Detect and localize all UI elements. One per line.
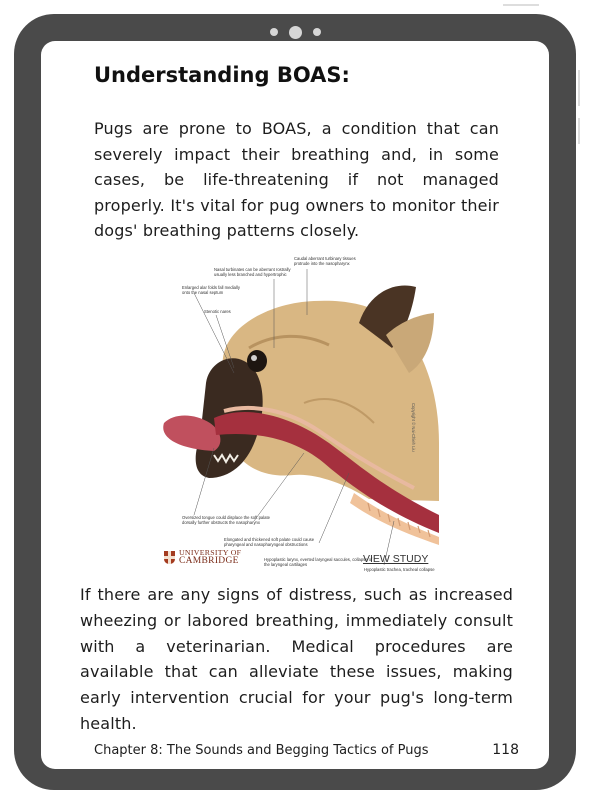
chapter-title: Chapter 8: The Sounds and Begging Tactics of Pugs	[94, 743, 429, 758]
label-larynx: Hypoplastic larynx, everted laryngeal saccules, collapse of the laryngeal cartilages	[264, 557, 373, 567]
page-title: Understanding BOAS:	[94, 63, 350, 87]
label-nasal-turbinates: Nasal turbinates can be aberrant rostrally usually less branched and hypertrophic	[214, 267, 291, 277]
label-stenotic-nares: Stenotic nares	[204, 309, 231, 314]
university-line-2: CAMBRIDGE	[179, 555, 239, 566]
pug-eye	[247, 350, 267, 372]
top-edge-line	[503, 4, 539, 6]
cambridge-shield-icon	[164, 551, 175, 564]
camera-dots	[14, 22, 576, 42]
page-footer	[94, 742, 519, 758]
sensor-dot	[313, 28, 321, 36]
paragraph-advice: If there are any signs of distress, such as increased wheezing or labored breathing, immediately consult with a veterinarian. Medical procedures are available that can alleviate these issues, making early intervention crucial for your pug's long-term health.	[80, 585, 513, 733]
pug-anatomy-illustration	[154, 253, 439, 573]
label-alar-folds: Enlarged alar folds fall medially onto the nasal septum	[182, 285, 240, 295]
sensor-dot	[270, 28, 278, 36]
label-trachea: Hypoplastic trachea, tracheal collapse	[364, 567, 435, 572]
cambridge-logo	[164, 549, 241, 566]
ebook-page	[41, 41, 549, 769]
label-tongue: Oversized tongue could displace the soft palate dorsally further obstructs the nasopharynx	[182, 515, 270, 525]
right-edge-line	[578, 118, 580, 144]
tablet-frame	[14, 14, 576, 790]
camera-icon	[289, 26, 302, 39]
boas-anatomy-figure	[154, 253, 439, 573]
copyright-note: Copyright © Nai-Chieh Liu	[411, 403, 416, 452]
label-soft-palate: Elongated and thickened soft palate could cause pharyngeal and nasopharyngeal obstructions	[224, 537, 315, 547]
page-number: 118	[492, 742, 519, 758]
view-study-link[interactable]: VIEW STUDY	[363, 553, 429, 565]
label-caudal-turbinates: Caudal aberrant turbinary tissues protrude into the nasopharynx	[294, 256, 356, 266]
university-line-1: UNIVERSITY OF	[179, 548, 242, 557]
right-edge-line	[578, 70, 580, 106]
paragraph-intro: Pugs are prone to BOAS, a condition that can severely impact their breathing and, in some cases, be life-threatening if not managed properly. It's vital for pug owners to monitor their dogs' breathing patterns closely.	[94, 119, 499, 240]
